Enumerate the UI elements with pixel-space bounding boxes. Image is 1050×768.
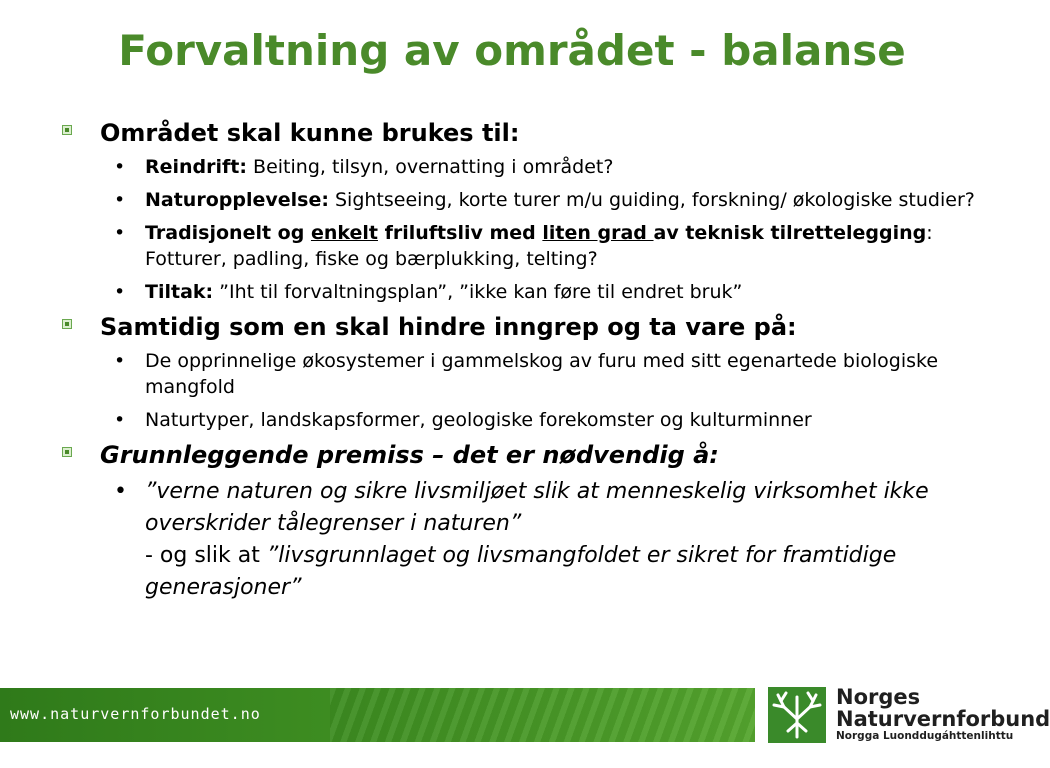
item-text: Sightseeing, korte turer m/u guiding, forskning/ økologiske studier?: [328, 189, 975, 211]
square-bullet-icon: [62, 125, 72, 135]
section-heading-protect: [60, 312, 990, 342]
item-label-part: Tradisjonelt og: [145, 222, 311, 244]
section-heading-premise: [60, 440, 990, 470]
item-label: Reindrift:: [145, 156, 247, 178]
list-item: • De opprinnelige økosystemer i gammelskog av furu med sitt egenartede biologiske mangfold: [60, 348, 990, 400]
footer-url[interactable]: www.naturvernforbundet.no: [10, 705, 261, 723]
protect-list: [60, 348, 990, 433]
item-text: : Fotturer, padling, fiske og bærplukking, telting?: [145, 222, 933, 270]
item-text: Beiting, tilsyn, overnatting i området?: [247, 156, 614, 178]
underlined-term: enkelt: [310, 222, 378, 244]
usage-list: [60, 154, 990, 305]
connector-text: - og slik at: [145, 543, 267, 568]
heading-text: Grunnleggende premiss – det er nødvendig å:: [100, 441, 719, 469]
item-label: Naturopplevelse:: [145, 189, 329, 211]
heading-text: Området skal kunne brukes til:: [100, 119, 520, 147]
org-name-line1: Norges: [836, 685, 921, 709]
slide-title: Forvaltning av området - balanse: [118, 26, 906, 75]
heading-text: Samtidig som en skal hindre inngrep og ta vare på:: [100, 313, 797, 341]
section-heading-usage: [60, 118, 990, 148]
square-bullet-icon: [62, 319, 72, 329]
org-name-line2: Naturvernforbund: [836, 707, 1050, 731]
item-text: ”Iht til forvaltningsplan”, ”ikke kan føre til endret bruk”: [213, 281, 743, 303]
item-label: Tiltak:: [145, 281, 214, 303]
underlined-term: liten grad: [542, 222, 654, 244]
quote-text: ”verne naturen og sikre livsmiljøet slik at menneskelig virksomhet ikke overskrider tålegrenser i naturen”: [145, 479, 929, 536]
square-bullet-icon: [62, 447, 72, 457]
list-item: [60, 476, 990, 604]
org-name-line3: Norgga Luonddugáhttenlihttu: [836, 730, 1014, 742]
slide-content: [60, 118, 990, 611]
list-item: [60, 220, 990, 272]
item-label-part: av teknisk tilrettelegging: [653, 222, 927, 244]
premise-list: [60, 476, 990, 604]
reindeer-antlers-logo-icon: [768, 687, 826, 743]
quote-text: ”livsgrunnlaget og livsmangfoldet er sikret for framtidige generasjoner”: [145, 543, 897, 600]
item-label-part: friluftsliv med: [377, 222, 543, 244]
list-item: • Naturtyper, landskapsformer, geologiske forekomster og kulturminner: [60, 407, 990, 433]
list-item: [60, 154, 990, 180]
list-item: [60, 187, 990, 213]
list-item: [60, 279, 990, 305]
